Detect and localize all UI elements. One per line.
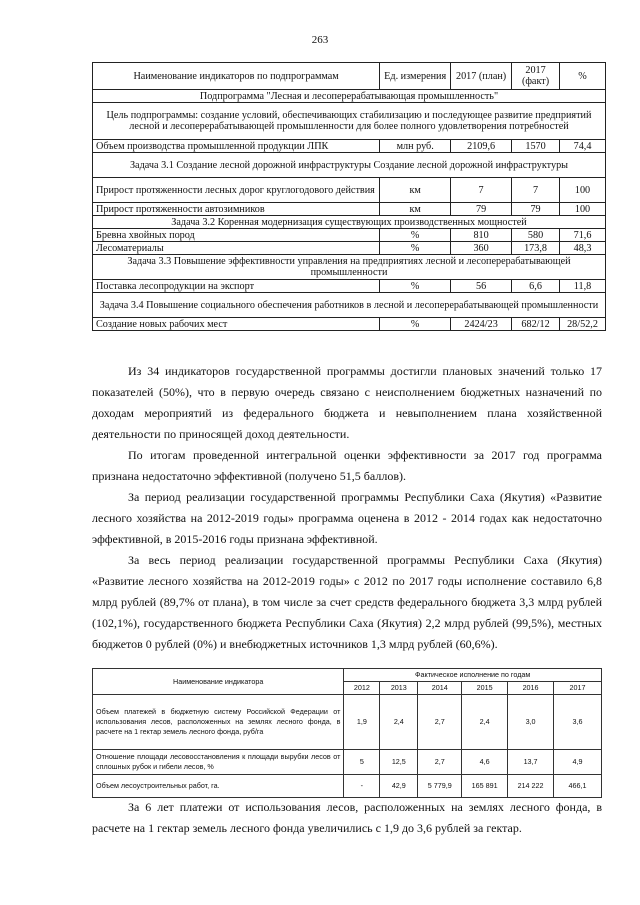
paragraph-payments: За 6 лет платежи от использования лесов, расположенных на землях лесного фонда, в расчете на 1 гектар земель лесного фонда увеличились с 1,9 до 3,6 рублей за гектар. xyxy=(92,800,602,835)
table-row xyxy=(93,695,602,750)
indicator-name: Поставка лесопродукции на экспорт xyxy=(93,280,380,293)
plan-cell: 56 xyxy=(451,280,512,293)
table-row xyxy=(93,750,602,775)
year-header: 2017 xyxy=(554,682,602,695)
indicator-name: Создание новых рабочих мест xyxy=(93,318,380,331)
percent-cell: 100 xyxy=(560,178,606,203)
value-cell: 2,7 xyxy=(418,695,462,750)
fact-cell: 79 xyxy=(512,203,560,216)
year-header: 2014 xyxy=(418,682,462,695)
unit-cell: % xyxy=(380,229,451,242)
table-row xyxy=(93,242,606,255)
value-cell: 5 779,9 xyxy=(418,775,462,798)
section-title: Задача 3.3 Повышение эффективности управления на предприятиях лесной и лесоперерабатывающей промышленности xyxy=(93,255,606,280)
header-unit: Ед. измерения xyxy=(380,63,451,90)
header-percent: % xyxy=(560,63,606,90)
section-row xyxy=(93,103,606,140)
percent-cell: 11,8 xyxy=(560,280,606,293)
table-row xyxy=(93,203,606,216)
section-row xyxy=(93,90,606,103)
value-cell: 1,9 xyxy=(344,695,380,750)
unit-cell: км xyxy=(380,203,451,216)
value-cell: 4,6 xyxy=(462,750,508,775)
section-title: Задача 3.2 Коренная модернизация существующих производственных мощностей xyxy=(93,216,606,229)
plan-cell: 7 xyxy=(451,178,512,203)
unit-cell: % xyxy=(380,280,451,293)
value-cell: 214 222 xyxy=(508,775,554,798)
fact-cell: 682/12 xyxy=(512,318,560,331)
section-row xyxy=(93,216,606,229)
table-row xyxy=(93,178,606,203)
section-row xyxy=(93,153,606,178)
paragraph-period: За период реализации государственной программы Республики Саха (Якутия) «Развитие лесного хозяйства на 2012-2019 годы» программа оценена в 2012 - 2014 годах как недостаточно эффективной, в 2015-2016 годы признана эффективной. xyxy=(92,490,602,546)
annual-execution-table xyxy=(92,668,602,798)
value-cell: 2,4 xyxy=(380,695,418,750)
value-cell: 3,6 xyxy=(554,695,602,750)
table-row xyxy=(93,318,606,331)
unit-cell: % xyxy=(380,242,451,255)
plan-cell: 79 xyxy=(451,203,512,216)
table-header-row xyxy=(93,63,606,90)
plan-cell: 810 xyxy=(451,229,512,242)
percent-cell: 71,6 xyxy=(560,229,606,242)
indicator-name: Бревна хвойных пород xyxy=(93,229,380,242)
header-group: Фактическое исполнение по годам xyxy=(344,669,602,682)
unit-cell: млн руб. xyxy=(380,140,451,153)
plan-cell: 2109,6 xyxy=(451,140,512,153)
header-name: Наименование индикаторов по подпрограммам xyxy=(93,63,380,90)
value-cell: 466,1 xyxy=(554,775,602,798)
section-row xyxy=(93,293,606,318)
indicators-table-body xyxy=(93,63,606,331)
value-cell: 3,0 xyxy=(508,695,554,750)
indicator-name: Объем лесоустроительных работ, га. xyxy=(93,775,344,798)
header-indicator: Наименование индикатора xyxy=(93,669,344,695)
indicators-table xyxy=(92,62,606,331)
year-header: 2012 xyxy=(344,682,380,695)
section-title: Цель подпрограммы: создание условий, обеспечивающих стабилизацию и последующее развитие предприятий лесной и лесоперерабатывающей промышленности для более полного удовлетворения потребностей xyxy=(93,103,606,140)
value-cell: 13,7 xyxy=(508,750,554,775)
indicator-name: Отношение площади лесовосстановления к площади вырубки лесов от сплошных рубок и гибели лесов, % xyxy=(93,750,344,775)
percent-cell: 28/52,2 xyxy=(560,318,606,331)
section-row xyxy=(93,255,606,280)
header-fact: 2017 (факт) xyxy=(512,63,560,90)
paragraph-evaluation: По итогам проведенной интегральной оценки эффективности за 2017 год программа признана недостаточно эффективной (получено 51,5 баллов). xyxy=(92,448,602,483)
value-cell: - xyxy=(344,775,380,798)
percent-cell: 48,3 xyxy=(560,242,606,255)
indicator-name: Лесоматериалы xyxy=(93,242,380,255)
year-header: 2013 xyxy=(380,682,418,695)
value-cell: 4,9 xyxy=(554,750,602,775)
fact-cell: 173,8 xyxy=(512,242,560,255)
indicator-name: Объем производства промышленной продукции ЛПК xyxy=(93,140,380,153)
indicator-name: Прирост протяженности лесных дорог круглогодового действия xyxy=(93,178,380,203)
percent-cell: 74,4 xyxy=(560,140,606,153)
unit-cell: % xyxy=(380,318,451,331)
value-cell: 5 xyxy=(344,750,380,775)
value-cell: 165 891 xyxy=(462,775,508,798)
value-cell: 42,9 xyxy=(380,775,418,798)
header-plan: 2017 (план) xyxy=(451,63,512,90)
plan-cell: 2424/23 xyxy=(451,318,512,331)
section-title: Задача 3.4 Повышение социального обеспечения работников в лесной и лесоперерабатывающей промышленности xyxy=(93,293,606,318)
year-header: 2016 xyxy=(508,682,554,695)
section-title: Подпрограмма "Лесная и лесоперерабатывающая промышленность" xyxy=(93,90,606,103)
annual-execution-table-body xyxy=(93,669,602,798)
table-header-row xyxy=(93,669,602,682)
plan-cell: 360 xyxy=(451,242,512,255)
indicator-name: Объем платежей в бюджетную систему Российской Федерации от использования лесов, расположенных на землях лесного фонда, в расчете на 1 гектар земель лесного фонда, руб/га xyxy=(93,695,344,750)
table-row xyxy=(93,140,606,153)
unit-cell: км xyxy=(380,178,451,203)
page-number: 263 xyxy=(311,34,329,46)
fact-cell: 580 xyxy=(512,229,560,242)
fact-cell: 7 xyxy=(512,178,560,203)
table-row xyxy=(93,775,602,798)
value-cell: 2,7 xyxy=(418,750,462,775)
fact-cell: 1570 xyxy=(512,140,560,153)
indicator-name: Прирост протяженности автозимников xyxy=(93,203,380,216)
fact-cell: 6,6 xyxy=(512,280,560,293)
year-header: 2015 xyxy=(462,682,508,695)
table-row xyxy=(93,280,606,293)
value-cell: 2,4 xyxy=(462,695,508,750)
paragraph-funding: За весь период реализации государственной программы Республики Саха (Якутия) «Развитие лесного хозяйства на 2012-2019 годы» с 2012 по 2017 годы исполнение составило 6,8 млрд рублей (89,7% от плана), в том числе за счет средств федерального бюджета 3,3 млрд рублей (102,1%), государственного бюджета Республики Саха (Якутия) 2,2 млрд рублей (99,5%), местных бюджетов 0 рублей (0%) и внебюджетных источников 1,3 млрд рублей (60,6%). xyxy=(92,553,602,651)
section-title: Задача 3.1 Создание лесной дорожной инфраструктуры Создание лесной дорожной инфраструктуры xyxy=(93,153,606,178)
value-cell: 12,5 xyxy=(380,750,418,775)
paragraph-indicators: Из 34 индикаторов государственной программы достигли плановых значений только 17 показателей (50%), что в первую очередь связано с неисполнением бюджетных назначений по доходам мероприятий из федерального бюджета и невыполнением плана хозяйственной деятельности по приносящей доход деятельности. xyxy=(92,364,602,441)
table-row xyxy=(93,229,606,242)
percent-cell: 100 xyxy=(560,203,606,216)
